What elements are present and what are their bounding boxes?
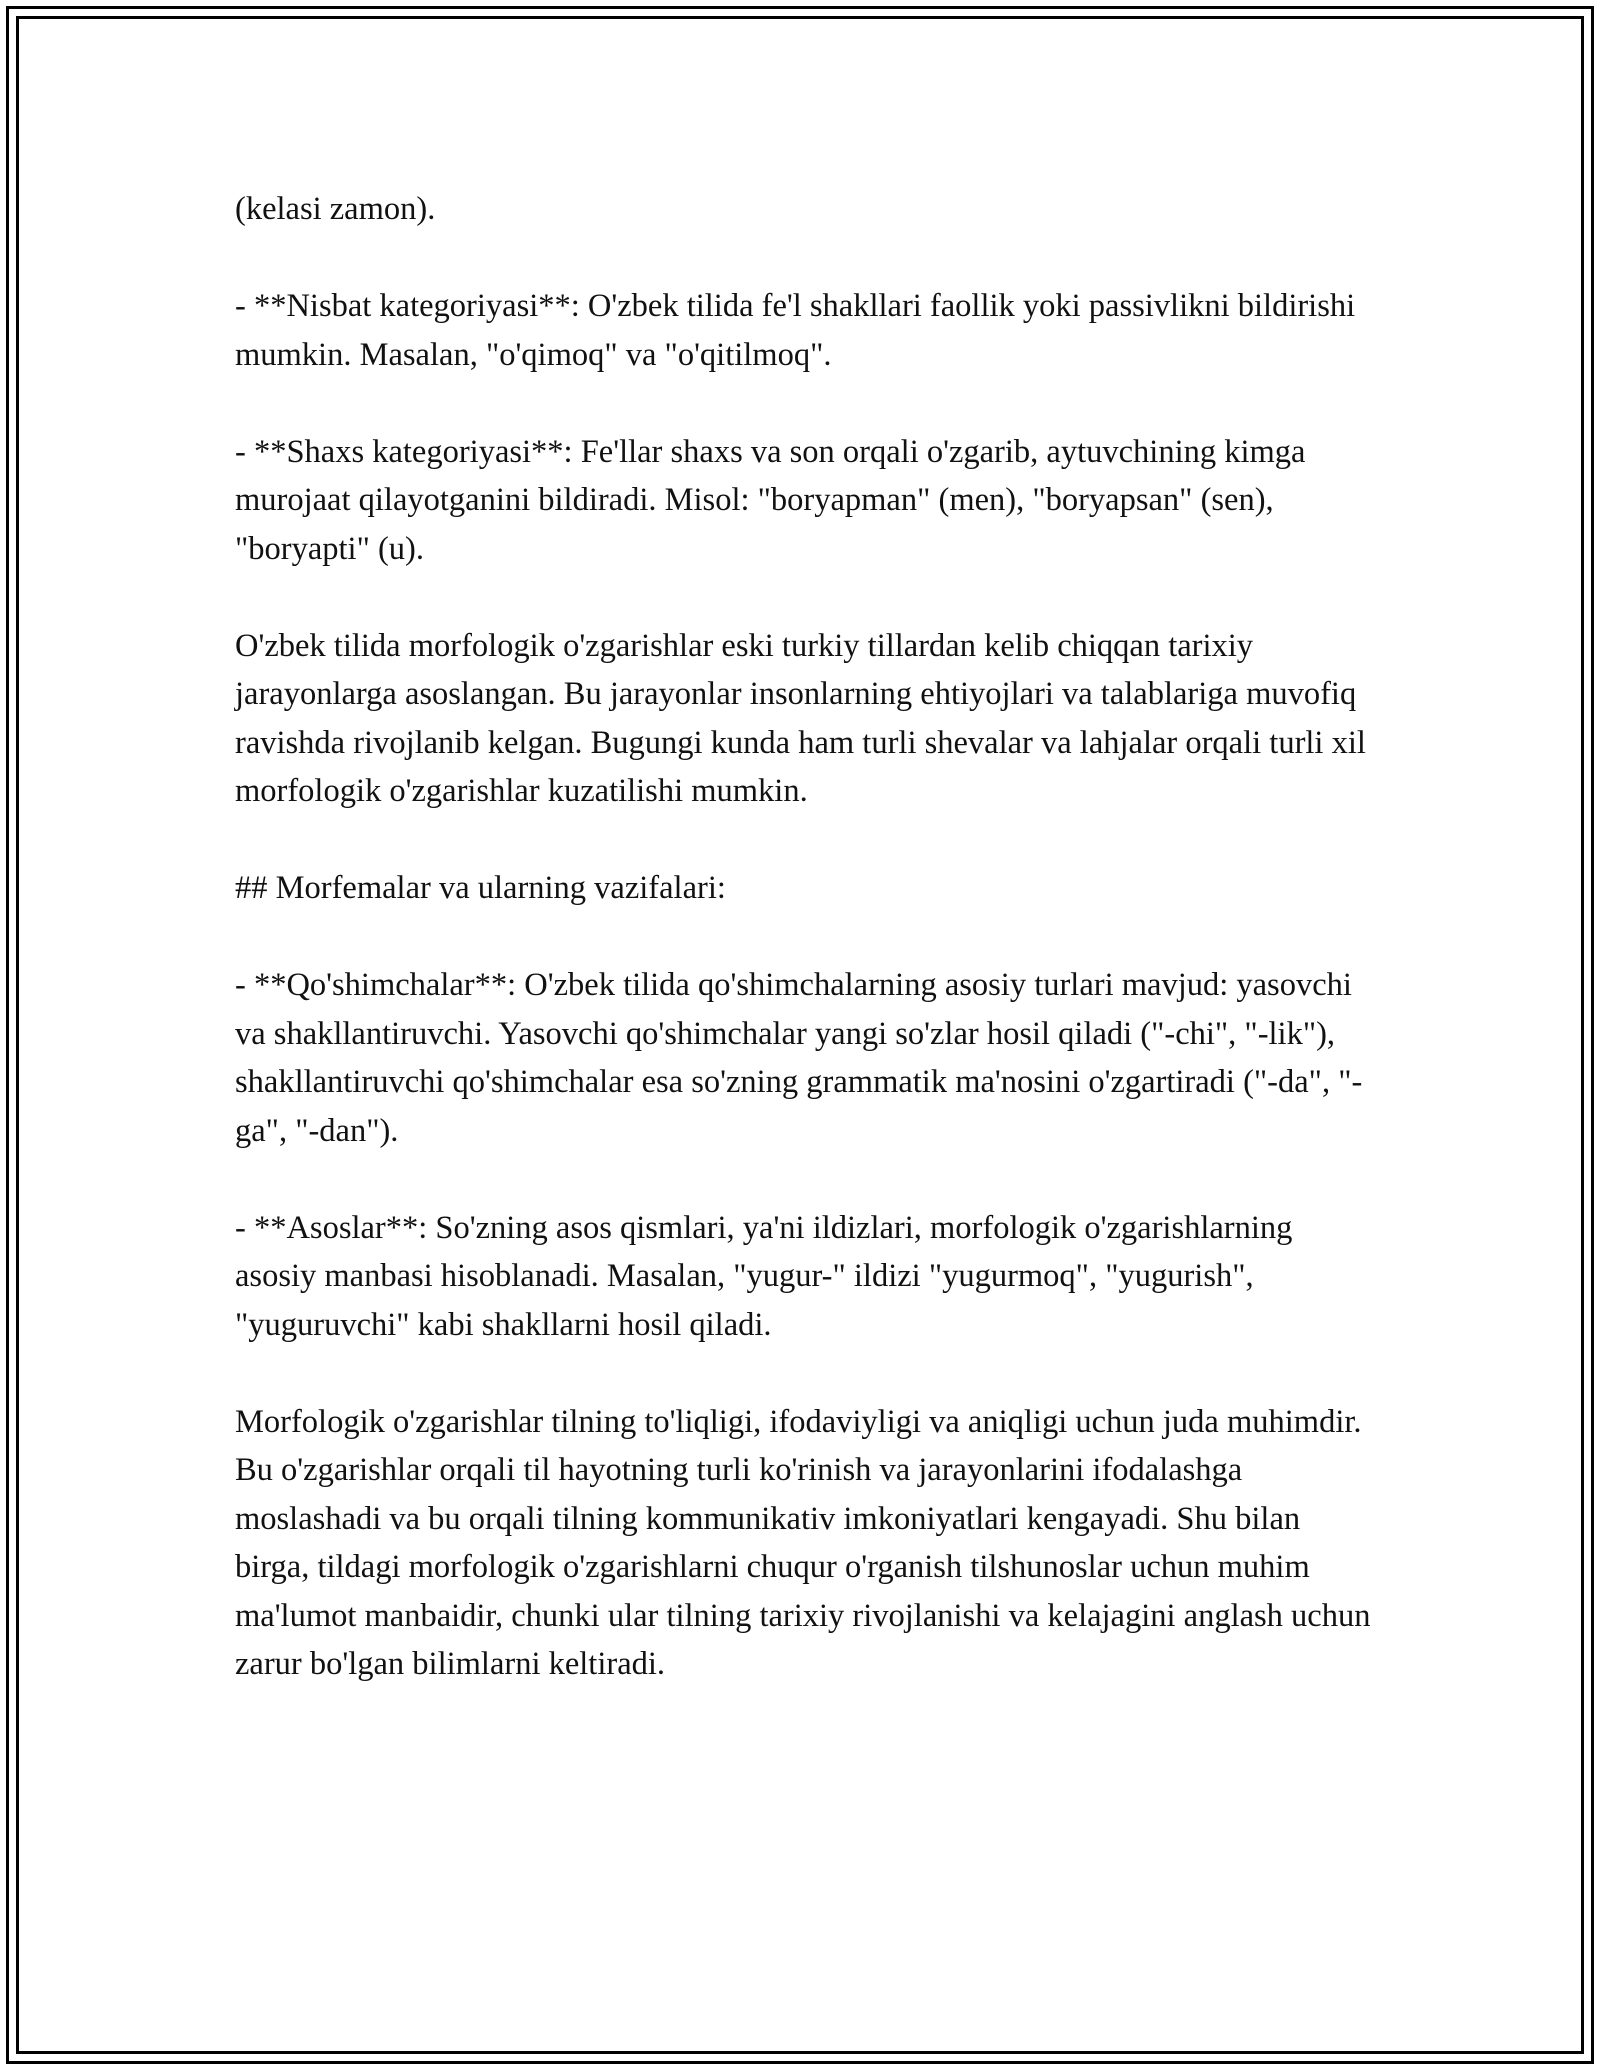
section-heading-morfemalar: ## Morfemalar va ularning vazifalari: (235, 870, 726, 906)
paragraph-morfologik-tarix: O'zbek tilida morfologik o'zgarishlar eski turkiy tillardan kelib chiqqan tarixiy jarayonlarga asoslangan. Bu jarayonlar insonlarning ehtiyojlari va talablariga muvofiq ravishda rivojlanib kelgan. Bugungi kunda ham turli shevalar va lahjalar orqali turli xil morfologik o'zgarishlar kuzatilishi mumkin. (235, 627, 1366, 809)
paragraph-asoslar: - **Asoslar**: So'zning asos qismlari, ya'ni ildizlari, morfologik o'zgarishlarning asosiy manbasi hisoblanadi. Masalan, "yugur-" ildizi "yugurmoq", "yugurish", "yuguruvchi" kabi shakllarni hosil qiladi. (235, 1209, 1293, 1343)
document-body (235, 185, 1375, 1689)
paragraph-shaxs-kategoriyasi: - **Shaxs kategoriyasi**: Fe'llar shaxs va son orqali o'zgarib, aytuvchining kimga murojaat qilayotganini bildiradi. Misol: "boryapman" (men), "boryapsan" (sen), "boryapti" (u). (235, 433, 1306, 567)
paragraph-qoshimchalar: - **Qo'shimchalar**: O'zbek tilida qo'shimchalarning asosiy turlari mavjud: yasovchi va shakllantiruvchi. Yasovchi qo'shimchalar yangi so'zlar hosil qiladi ("-chi", "-lik"), shakllantiruvchi qo'shimchalar esa so'zning grammatik ma'nosini o'zgartiradi ("-da", "-ga", "-dan"). (235, 967, 1363, 1149)
paragraph-xulosa: Morfologik o'zgarishlar tilning to'liqligi, ifodaviyligi va aniqligi uchun juda muhimdir. Bu o'zgarishlar orqali til hayotning turli ko'rinish va jarayonlarini ifodalashga moslashadi va bu orqali tilning kommunikativ imkoniyatlari kengayadi. Shu bilan birga, tildagi morfologik o'zgarishlarni chuqur o'rganish tilshunoslar uchun muhim ma'lumot manbaidir, chunki ular tilning tarixiy rivojlanishi va kelajagini anglash uchun zarur bo'lgan bilimlarni keltiradi. (235, 1403, 1371, 1682)
paragraph-kelasi-zamon: (kelasi zamon). (235, 191, 436, 227)
paragraph-nisbat-kategoriyasi: - **Nisbat kategoriyasi**: O'zbek tilida fe'l shakllari faollik yoki passivlikni bildirishi mumkin. Masalan, "o'qimoq" va "o'qitilmoq". (235, 288, 1356, 373)
